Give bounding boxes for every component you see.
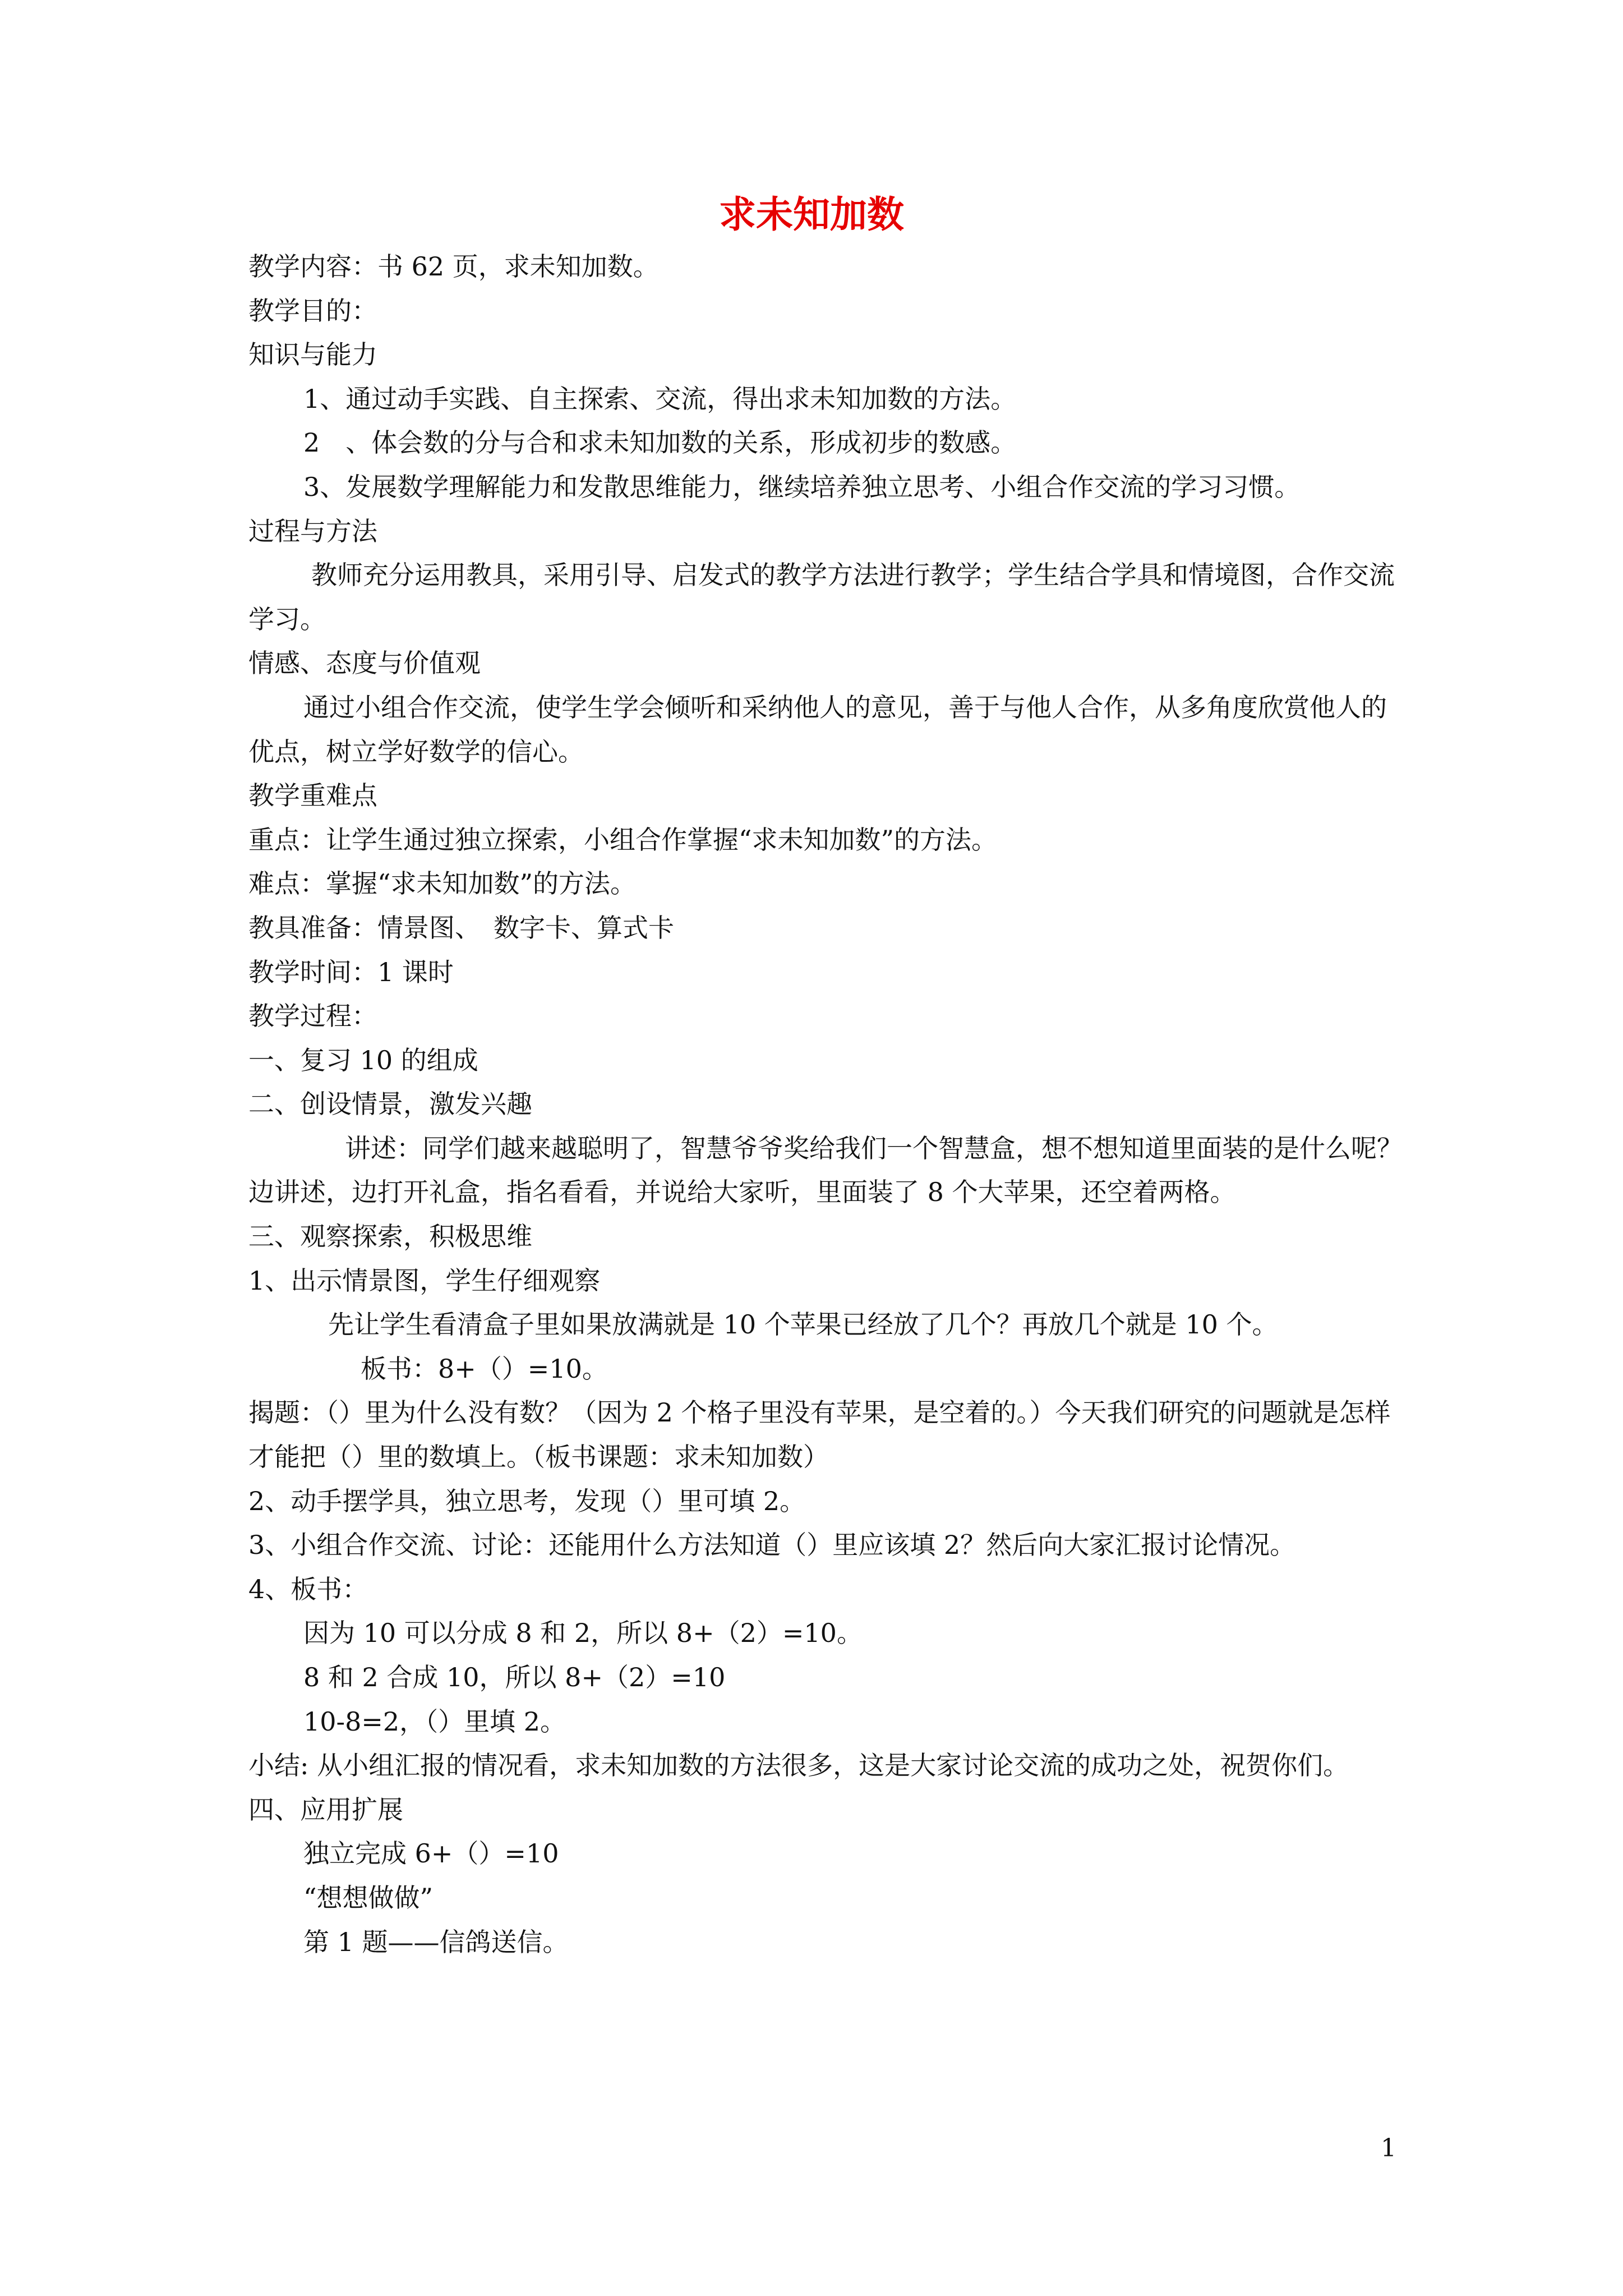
teaching-aids-line: 教具准备：情景图、 数字卡、算式卡 [248, 912, 674, 943]
document-title: 求未知加数 [719, 193, 904, 236]
teaching-process-heading: 教学过程： [248, 1001, 377, 1032]
teaching-content-line: 教学内容：书 62 页，求未知加数。 [248, 251, 659, 282]
step-3-item-1: 1、出示情景图，学生仔细观察 [248, 1265, 601, 1296]
difficult-point-line: 难点：掌握“求未知加数”的方法。 [248, 868, 637, 899]
think-and-do-line: “想想做做” [303, 1882, 434, 1913]
step-3-item-4: 4、板书： [248, 1573, 368, 1604]
step-3-item-3: 3、小组合作交流、讨论：还能用什么方法知道（）里应该填 2？然后向大家汇报讨论情况。 [248, 1530, 1296, 1561]
step-3-heading: 三、观察探索，积极思维 [248, 1221, 532, 1252]
document-body [248, 245, 1404, 1964]
key-point-line: 重点：让学生通过独立探索，小组合作掌握“求未知加数”的方法。 [248, 824, 998, 855]
teaching-time-line: 教学时间：1 课时 [248, 956, 454, 987]
board-line-2: 8 和 2 合成 10，所以 8+（2）=10 [303, 1662, 726, 1692]
question-1-line: 第 1 题——信鸽送信。 [303, 1926, 569, 1957]
board-line-3: 10-8=2，（）里填 2。 [303, 1706, 566, 1737]
step-4-heading: 四、应用扩展 [248, 1794, 403, 1825]
narration-paragraph: 讲述：同学们越来越聪明了，智慧爷爷奖给我们一个智慧盒，想不想知道里面装的是什么呢？边讲述，边打开礼盒，指名看看，并说给大家听，里面装了 8 个大苹果，还空着两格。 [248, 1133, 1403, 1208]
board-writing-equation: 板书：8+（）=10。 [361, 1353, 608, 1384]
step-1-heading: 一、复习 10 的组成 [248, 1045, 478, 1075]
goal-item-1: 1、通过动手实践、自主探索、交流，得出求未知加数的方法。 [303, 383, 1017, 414]
section-heading-knowledge: 知识与能力 [248, 339, 377, 370]
exercise-line: 独立完成 6+（）=10 [303, 1838, 559, 1869]
process-paragraph: 教师充分运用教具，采用引导、启发式的教学方法进行教学；学生结合学具和情境图，合作交流学习。 [248, 560, 1395, 634]
goal-item-2: 2 、体会数的分与合和求未知加数的关系，形成初步的数感。 [303, 427, 1017, 458]
goal-item-3: 3、发展数学理解能力和发散思维能力，继续培养独立思考、小组合作交流的学习习惯。 [303, 471, 1301, 502]
section-heading-emotion: 情感、态度与价值观 [248, 648, 481, 679]
board-line-1: 因为 10 可以分成 8 和 2，所以 8+（2）=10。 [303, 1618, 863, 1649]
step-2-heading: 二、创设情景，激发兴趣 [248, 1089, 532, 1120]
page-number: 1 [1381, 2134, 1396, 2162]
teaching-goal-heading: 教学目的： [248, 295, 377, 326]
reveal-topic-paragraph: 揭题：（）里为什么没有数？（因为 2 个格子里没有苹果，是空着的。）今天我们研究的问题就是怎样才能把（）里的数填上。（板书课题：求未知加数） [248, 1397, 1391, 1473]
observation-line: 先让学生看清盒子里如果放满就是 10 个苹果已经放了几个？再放几个就是 10 个。 [328, 1309, 1278, 1340]
summary-paragraph: 小结: 从小组汇报的情况看，求未知加数的方法很多，这是大家讨论交流的成功之处，祝贺你们。 [248, 1750, 1349, 1781]
section-heading-process: 过程与方法 [248, 516, 377, 546]
emotion-paragraph: 通过小组合作交流，使学生学会倾听和采纳他人的意见，善于与他人合作，从多角度欣赏他人的优点，树立学好数学的信心。 [248, 692, 1387, 767]
section-heading-key-points: 教学重难点 [248, 780, 377, 811]
step-3-item-2: 2、动手摆学具，独立思考，发现（）里可填 2。 [248, 1485, 806, 1516]
